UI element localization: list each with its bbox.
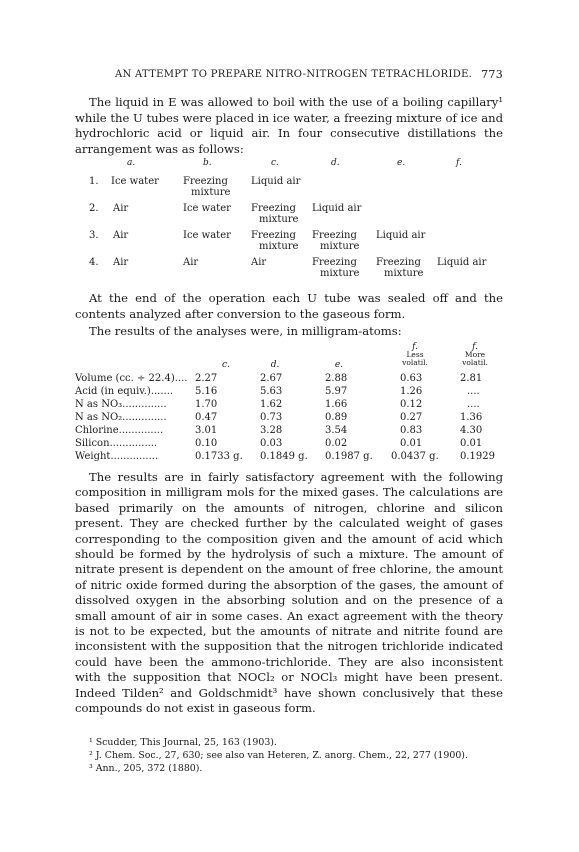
- cell-f-less: 0.27: [400, 412, 423, 423]
- cell-f-less: 0.63: [400, 373, 423, 384]
- cell-e: 2.88: [325, 373, 348, 384]
- arr-cell: mixture: [320, 241, 360, 252]
- paragraph-distillation-setup: The liquid in E was allowed to boil with the use of a boiling capillary¹ while the U tubes were placed in ice water, a freezing mixture of ice and hydrochloric acid or liquid air. In four consecutive distillations the arrangement was as follows:: [75, 95, 504, 156]
- cell-c: 0.47: [195, 412, 218, 423]
- arr-cell: Liquid air: [437, 257, 487, 268]
- cell-e: 3.54: [325, 425, 348, 436]
- row-label: Chlorine..............: [75, 425, 164, 436]
- arr-cell: Air: [251, 257, 267, 268]
- cell-f-more: 2.81: [460, 373, 483, 384]
- arr-cell: Ice water: [183, 203, 231, 214]
- arr-row-num: 3.: [89, 230, 99, 241]
- arr-cell: Freezing: [376, 257, 421, 268]
- cell-d: 0.03: [260, 438, 283, 449]
- cell-e: 0.89: [325, 412, 348, 423]
- col-header-d: d.: [270, 360, 280, 370]
- cell-f-more: 0.01: [460, 438, 483, 449]
- col-header-b: b.: [203, 158, 212, 168]
- cell-f-more: 0.1929: [460, 451, 495, 462]
- cell-d: 3.28: [260, 425, 283, 436]
- subheader-volatil: volatil.: [402, 358, 428, 367]
- cell-c: 3.01: [195, 425, 218, 436]
- table-row: [75, 412, 503, 425]
- col-header-c: c.: [271, 158, 279, 168]
- table-row: [75, 425, 503, 438]
- arr-cell: Freezing: [312, 230, 357, 241]
- arr-cell: mixture: [191, 187, 231, 198]
- col-header-f: f.: [456, 158, 462, 168]
- arr-cell: Air: [113, 230, 129, 241]
- table-row: [75, 438, 503, 451]
- arr-cell: Air: [183, 257, 199, 268]
- cell-e: 5.97: [325, 386, 348, 397]
- cell-f-less: 0.01: [400, 438, 423, 449]
- paragraph-results-intro: The results of the analyses were, in milligram-atoms:: [89, 324, 402, 338]
- cell-f-less: 0.12: [400, 399, 423, 410]
- row-label: Silicon...............: [75, 438, 158, 449]
- arr-cell: Liquid air: [376, 230, 426, 241]
- col-header-c: c.: [222, 360, 230, 370]
- col-header-f-less: f.: [412, 342, 418, 352]
- running-title: AN ATTEMPT TO PREPARE NITRO-NITROGEN TETRACHLORIDE.: [115, 69, 473, 80]
- paragraph-discussion: The results are in fairly satisfactory agreement with the following composition in milligram mols for the mixed gases. The calculations are based primarily on the amounts of nitrogen, chlorine and silicon present. They are checked further by the calculated weight of gases corresponding to the composition given and the amount of acid which should be formed by the hydrolysis of such a mixture. The amount of nitrate present is dependent on the amount of free chlorine, the amount of nitric oxide formed during the absorption of the gases, the amount of dissolved oxygen in the absorbing solution and on the presence of a small amount of air in some cases. An exact agreement with the theory is not to be expected, but the amounts of nitrate and nitrite found are inconsistent with the supposition that the nitrogen trichloride indicated could have been the ammono-trichloride. They are also inconsistent with the supposition that NOCl₂ or NOCl₃ might have been present. Indeed Tilden² and Goldschmidt³ have shown conclusively that these compounds do not exist in gaseous form.: [75, 470, 503, 716]
- cell-e: 1.66: [325, 399, 348, 410]
- col-header-f-more: f.: [472, 342, 478, 352]
- cell-d: 1.62: [260, 399, 283, 410]
- cell-c: 0.10: [195, 438, 218, 449]
- row-label: Volume (cc. ÷ 22.4)....: [75, 373, 188, 384]
- table-row: [75, 451, 503, 464]
- cell-f-less: 0.83: [400, 425, 423, 436]
- arr-cell: Freezing: [312, 257, 357, 268]
- arr-row-num: 1.: [89, 176, 99, 187]
- arr-cell: Liquid air: [251, 176, 301, 187]
- cell-d: 0.1849 g.: [260, 451, 308, 462]
- cell-c: 0.1733 g.: [195, 451, 243, 462]
- arr-cell: mixture: [384, 268, 424, 279]
- col-header-e: e.: [397, 158, 406, 168]
- subheader-more: More: [464, 350, 486, 359]
- row-label: Acid (in equiv.).......: [75, 386, 174, 397]
- arr-cell: mixture: [259, 214, 299, 225]
- cell-c: 2.27: [195, 373, 218, 384]
- cell-d: 5.63: [260, 386, 283, 397]
- arr-cell: Freezing: [183, 176, 228, 187]
- col-header-e: e.: [334, 360, 344, 370]
- cell-f-more: 4.30: [460, 425, 483, 436]
- arr-cell: mixture: [259, 241, 299, 252]
- col-header-d: d.: [331, 158, 340, 168]
- table-row: [75, 373, 503, 386]
- cell-d: 0.73: [260, 412, 283, 423]
- cell-e: 0.1987 g.: [325, 451, 373, 462]
- table-row: [75, 386, 503, 399]
- arr-cell: Ice water: [183, 230, 231, 241]
- footnote-2: ² J. Chem. Soc., 27, 630; see also van Heteren, Z. anorg. Chem., 22, 277 (1900).: [89, 750, 468, 761]
- table-row: [75, 399, 503, 412]
- row-label: N as NO₂..............: [75, 412, 167, 423]
- arr-cell: Air: [113, 203, 129, 214]
- cell-f-less: 1.26: [400, 386, 423, 397]
- row-label: N as NO₃..............: [75, 399, 167, 410]
- arr-row-num: 4.: [89, 257, 99, 268]
- subheader-volatil: volatil.: [462, 358, 488, 367]
- col-header-a: a.: [127, 158, 136, 168]
- row-label: Weight...............: [75, 451, 159, 462]
- cell-f-more: 1.36: [460, 412, 483, 423]
- footnote-3: ³ Ann., 205, 372 (1880).: [89, 763, 203, 774]
- paragraph-sealing: At the end of the operation each U tube was sealed off and the contents analyzed after conversion to the gaseous form.: [75, 291, 503, 321]
- cell-e: 0.02: [325, 438, 348, 449]
- cell-c: 5.16: [195, 386, 218, 397]
- cell-f-less: 0.0437 g.: [391, 451, 439, 462]
- arr-cell: Freezing: [251, 203, 296, 214]
- arr-cell: mixture: [320, 268, 360, 279]
- arr-row-num: 2.: [89, 203, 99, 214]
- footnote-1: ¹ Scudder, This Journal, 25, 163 (1903).: [89, 737, 277, 748]
- arr-cell: Liquid air: [312, 203, 362, 214]
- cell-c: 1.70: [195, 399, 218, 410]
- arr-cell: Freezing: [251, 230, 296, 241]
- cell-f-more: ....: [467, 399, 480, 410]
- arr-cell: Ice water: [111, 176, 159, 187]
- subheader-less: Less: [406, 350, 424, 359]
- cell-d: 2.67: [260, 373, 283, 384]
- cell-f-more: ....: [467, 386, 480, 397]
- page-number: 773: [481, 68, 503, 81]
- arr-cell: Air: [113, 257, 129, 268]
